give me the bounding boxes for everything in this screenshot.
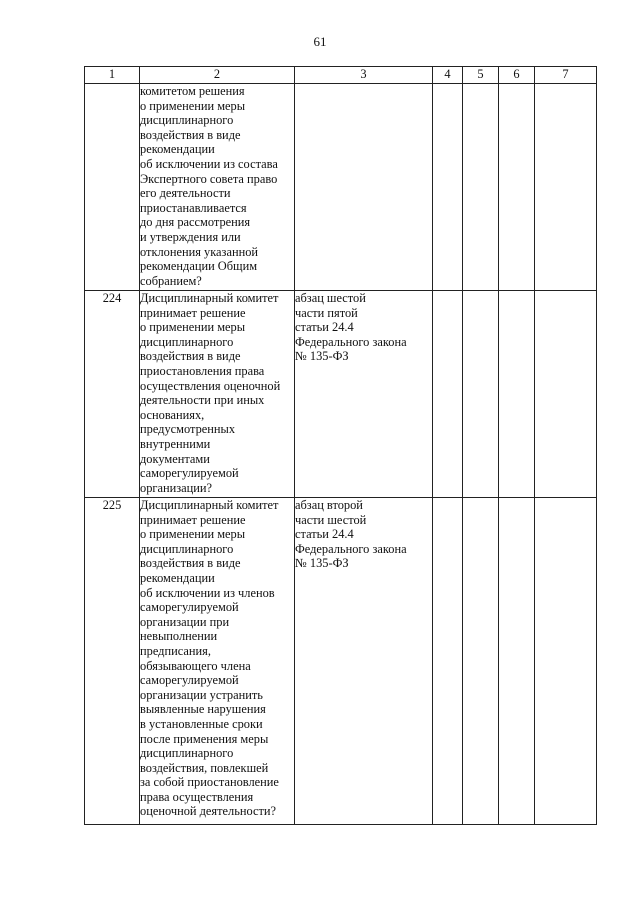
question-line: осуществления оценочной [140, 378, 281, 393]
legal-reference-cell [295, 84, 433, 291]
empty-cell-col7 [535, 498, 597, 825]
question-line: организации при [140, 614, 230, 629]
question-line: дисциплинарного [140, 334, 234, 349]
row-number: 224 [85, 291, 140, 498]
empty-cell-col7 [535, 291, 597, 498]
question-line: Экспертного совета право [140, 171, 278, 186]
page-number: 61 [313, 34, 327, 49]
legal-reference-line: статьи 24.4 [295, 320, 354, 335]
legal-reference-line: статьи 24.4 [295, 527, 354, 542]
question-line: его деятельности [140, 186, 231, 201]
column-header-3: 3 [295, 67, 433, 84]
question-line: рекомендации Общим [140, 259, 258, 274]
column-header-6: 6 [499, 67, 535, 84]
question-line: о применении меры [140, 98, 246, 113]
column-header-2: 2 [140, 67, 295, 84]
question-line: саморегулируемой [140, 673, 239, 688]
question-line: приостанавливается [140, 200, 247, 215]
question-cell [140, 498, 295, 825]
question-line: Дисциплинарный комитет [140, 291, 279, 305]
question-line: и утверждения или [140, 229, 241, 244]
question-line: о применении меры [140, 320, 246, 335]
empty-cell-col6 [499, 84, 535, 291]
question-line: организации устранить [140, 687, 263, 702]
table-body [85, 84, 597, 825]
column-header-1: 1 [85, 67, 140, 84]
question-line: за собой приостановление [140, 775, 279, 790]
table-row [85, 291, 597, 498]
table-row [85, 498, 597, 825]
empty-cell-col6 [499, 498, 535, 825]
question-line: об исключении из состава [140, 156, 278, 171]
legal-reference-cell [295, 291, 433, 498]
question-line: саморегулируемой [140, 466, 239, 481]
legal-reference-line: части шестой [295, 512, 367, 527]
empty-cell-col5 [463, 498, 499, 825]
legal-reference-line: № 135-ФЗ [295, 349, 349, 364]
column-header-5: 5 [463, 67, 499, 84]
row-number: 225 [85, 498, 140, 825]
empty-cell-col5 [463, 84, 499, 291]
question-line: организации? [140, 480, 213, 495]
question-line: предписания, [140, 643, 211, 658]
question-line: комитетом решения [140, 84, 245, 98]
table-header-row [85, 67, 597, 84]
legal-reference-line: Федерального закона [295, 541, 407, 556]
question-line: выявленные нарушения [140, 702, 266, 717]
question-line: воздействия в виде [140, 556, 241, 571]
empty-cell-col4 [433, 498, 463, 825]
question-line: рекомендации [140, 142, 215, 157]
question-line: невыполнении [140, 629, 218, 644]
question-line: оценочной деятельности? [140, 804, 277, 819]
empty-cell-col5 [463, 291, 499, 498]
question-line: дисциплинарного [140, 541, 234, 556]
question-line: права осуществления [140, 789, 254, 804]
question-line: рекомендации [140, 570, 215, 585]
question-line: принимает решение [140, 512, 246, 527]
question-line: об исключении из членов [140, 585, 275, 600]
question-line: деятельности при иных [140, 393, 265, 408]
empty-cell-col6 [499, 291, 535, 498]
legal-reference-line: абзац шестой [295, 291, 366, 305]
question-line: документами [140, 451, 210, 466]
legal-reference-line: Федерального закона [295, 334, 407, 349]
question-line: до дня рассмотрения [140, 215, 251, 230]
column-header-4: 4 [433, 67, 463, 84]
table-row [85, 84, 597, 291]
question-line: собранием? [140, 273, 202, 288]
question-line: воздействия в виде [140, 127, 241, 142]
legal-reference-line: части пятой [295, 305, 358, 320]
question-line: после применения меры [140, 731, 269, 746]
question-line: отклонения указанной [140, 244, 259, 259]
empty-cell-col4 [433, 291, 463, 498]
question-line: воздействия, повлекшей [140, 760, 269, 775]
legal-reference-line: абзац второй [295, 498, 363, 512]
empty-cell-col4 [433, 84, 463, 291]
question-line: внутренними [140, 436, 211, 451]
question-line: приостановления права [140, 363, 265, 378]
question-line: дисциплинарного [140, 746, 234, 761]
question-line: о применении меры [140, 527, 246, 542]
question-line: воздействия в виде [140, 349, 241, 364]
question-line: обязывающего члена [140, 658, 251, 673]
empty-cell-col7 [535, 84, 597, 291]
column-header-7: 7 [535, 67, 597, 84]
question-line: Дисциплинарный комитет [140, 498, 279, 512]
question-line: основаниях, [140, 407, 205, 422]
question-cell [140, 84, 295, 291]
question-line: в установленные сроки [140, 716, 263, 731]
requirements-table [84, 66, 597, 825]
question-line: дисциплинарного [140, 113, 234, 128]
row-number [85, 84, 140, 291]
legal-reference-cell [295, 498, 433, 825]
question-line: саморегулируемой [140, 600, 239, 615]
legal-reference-line: № 135-ФЗ [295, 556, 349, 571]
question-cell [140, 291, 295, 498]
question-line: предусмотренных [140, 422, 236, 437]
question-line: принимает решение [140, 305, 246, 320]
